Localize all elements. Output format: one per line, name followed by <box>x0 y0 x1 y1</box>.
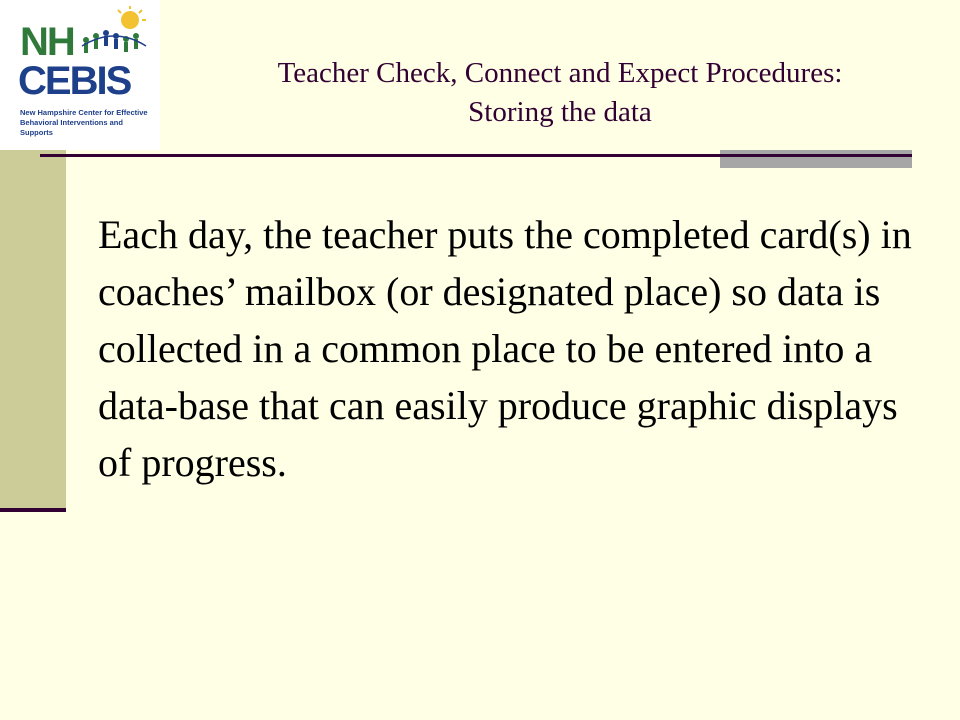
slide-body-text: Each day, the teacher puts the completed card(s) in coaches’ mailbox (or designated place) so data is collected in a common place to be entered into a data-base that can easily produce graphic displays of progress. <box>98 212 912 485</box>
title-rule-accent-block <box>720 150 912 168</box>
title-rule-accent-line <box>720 155 912 157</box>
nh-cebis-logo <box>0 0 160 150</box>
people-chain-sun-logo <box>80 6 150 56</box>
slide-title-line-1: Teacher Check, Connect and Expect Procedures: <box>277 57 843 89</box>
left-accent-bar <box>0 150 66 510</box>
logo-subtitle: New Hampshire Center for Effective Behavioral Interventions and Supports <box>20 108 148 137</box>
logo-nh-text: NH <box>20 20 74 64</box>
slide-title <box>190 54 930 132</box>
logo-cebis-text: CEBIS <box>18 59 131 103</box>
slide-title-line-2: Storing the data <box>468 96 652 128</box>
left-accent-underline <box>0 508 66 512</box>
